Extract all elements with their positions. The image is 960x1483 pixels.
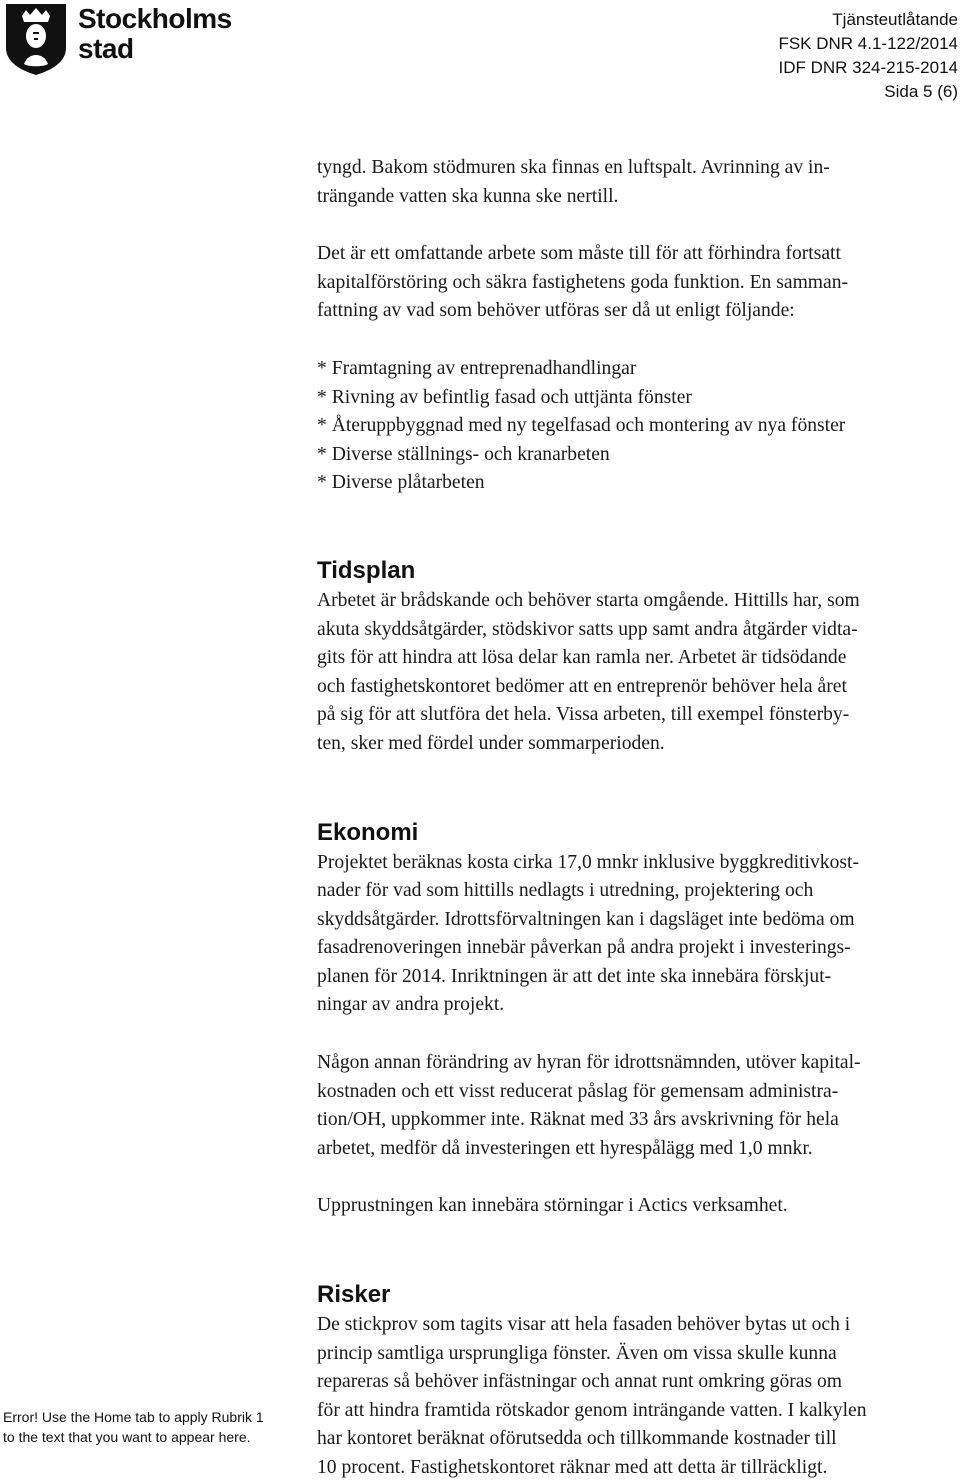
logo-text: Stockholms stad (78, 3, 232, 64)
heading-ekonomi: Ekonomi (317, 818, 419, 846)
stockholms-stad-logo (4, 2, 234, 77)
document-body (317, 154, 957, 1483)
idf-diarienummer: IDF DNR 324-215-2014 (778, 58, 958, 77)
paragraph-stodmur: tyngd. Bakom stödmuren ska finnas en luftspalt. Avrinning av in- trängande vatten ska kunna ske nertill. (317, 157, 830, 207)
list-item: * Diverse plåtarbeten (317, 472, 485, 494)
paragraph-ekonomi-hyra: Någon annan förändring av hyran för idrottsnämnden, utöver kapital- kostnaden och ett visst reducerat påslag för gemensam administra- tion/OH, uppkommer inte. Räknat med 33 års avskrivning för hela arbetet, medför då investeringen ett hyrespålägg med 1,0 mnkr. (317, 1052, 861, 1159)
list-item: * Diverse ställnings- och kranarbeten (317, 443, 610, 465)
fsk-diarienummer: FSK DNR 4.1-122/2014 (778, 34, 958, 53)
work-list (317, 355, 957, 498)
paragraph-tidsplan: Arbetet är brådskande och behöver starta omgående. Hittills har, som akuta skyddsåtgärder, stödskivor satts upp samt andra åtgärder vidta- gits för att hindra att lösa delar kan ramla ner. Arbetet är tidsödande och fastighetskontoret bedömer att en entreprenör behöver hela året på sig för att slutföra det hela. Vissa arbeten, till exempel fönsterby- ten, sker med fördel under sommarperioden. (317, 589, 860, 754)
heading-tidsplan: Tidsplan (317, 556, 416, 584)
list-item: * Återuppbyggnad med ny tegelfasad och montering av nya fönster (317, 415, 846, 437)
list-item: * Framtagning av entreprenadhandlingar (317, 357, 637, 379)
paragraph-sammanfattning: Det är ett omfattande arbete som måste till för att förhindra fortsatt kapitalförstöring och säkra fastighetens goda funktion. En samman- fattning av vad som behöver utföras ser då ut enligt följande: (317, 243, 849, 322)
document-header (778, 8, 958, 104)
coat-of-arms-icon (4, 2, 68, 76)
paragraph-risker: De stickprov som tagits visar att hela fasaden behöver bytas ut och i princip samtliga ursprungliga fönster. Även om vissa skulle kunna repareras så behöver infästningar och annat runt omkring göras om för att hindra framtida rötskador genom inträngande vatten. I kalkylen har kontoret beräknat oförutsedda och tillkommande kostnader till 10 procent. Fastighetskontoret räknar med att detta är tillräckligt. (317, 1314, 867, 1478)
document-type: Tjänsteutlåtande (832, 10, 958, 29)
footer-field-error: Error! Use the Home tab to apply Rubrik 1 to the text that you want to appear here. (3, 1409, 264, 1445)
paragraph-ekonomi-storningar: Upprustningen kan innebära störningar i Actics verksamhet. (317, 1195, 788, 1217)
paragraph-ekonomi-kostnad: Projektet beräknas kosta cirka 17,0 mnkr inklusive byggkreditivkost- nader för vad som hittills nedlagts i utredning, projektering och skyddsåtgärder. Idrottsförvaltningen kan i dagsläget inte bedöma om fasadrenoveringen innebär påverkan på andra projekt i investerings- planen för 2014. Inriktningen är att det inte ska innebära förskjut- ningar av andra projekt. (317, 851, 859, 1016)
page-number: Sida 5 (6) (884, 82, 958, 101)
list-item: * Rivning av befintlig fasad och uttjänta fönster (317, 386, 692, 408)
heading-risker: Risker (317, 1281, 391, 1309)
